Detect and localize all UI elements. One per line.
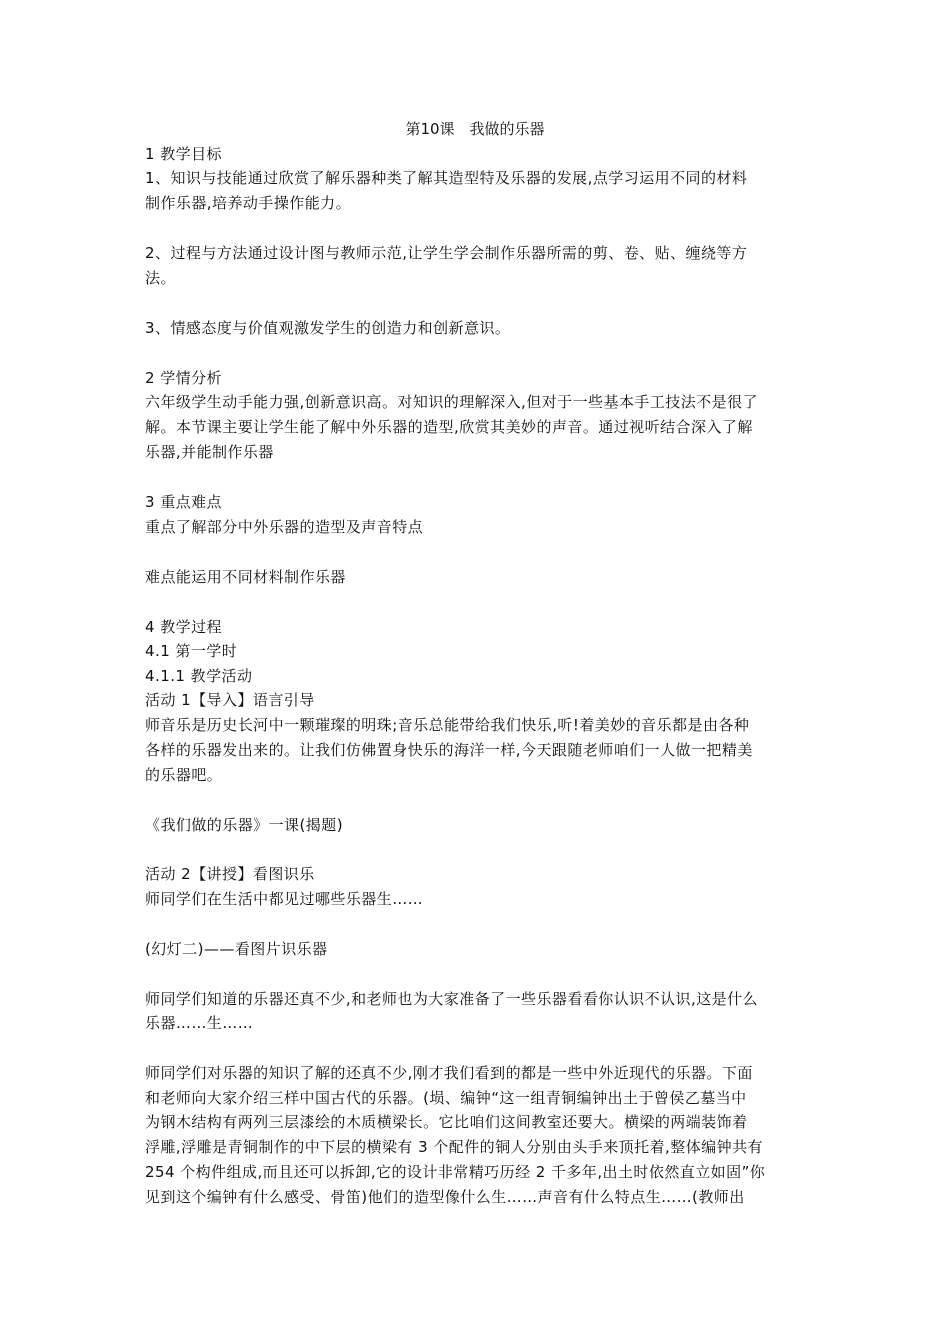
paragraph-line: 为钢木结构有两列三层漆绘的木质横梁长。它比咱们这间教室还要大。横梁的两端装饰着	[145, 1113, 748, 1131]
paragraph-line: 《我们做的乐器》一课(揭题)	[145, 816, 344, 834]
paragraph-line: 2、过程与方法通过设计图与教师示范,让学生学会制作乐器所需的剪、卷、贴、缠绕等方	[145, 244, 748, 262]
paragraph-line: 解。本节课主要让学生能了解中外乐器的造型,欣赏其美妙的声音。通过视听结合深入了解	[145, 418, 753, 436]
subsection-heading: 4.1.1 教学活动	[145, 667, 253, 685]
activity-heading: 活动 2【讲授】看图识乐	[145, 865, 315, 883]
paragraph-line: 和老师向大家介绍三样中国古代的乐器。(埙、编钟“这一组青铜编钟出土于曾侯乙墓当中	[145, 1089, 747, 1107]
paragraph-line: 重点了解部分中外乐器的造型及声音特点	[145, 518, 424, 536]
paragraph-line: 的乐器吧。	[145, 766, 223, 784]
paragraph-line: 1、知识与技能通过欣赏了解乐器种类了解其造型特及乐器的发展,点学习运用不同的材料	[145, 169, 748, 187]
paragraph-line: (幻灯二)——看图片识乐器	[145, 940, 328, 958]
paragraph-line: 师音乐是历史长河中一颗璀璨的明珠;音乐总能带给我们快乐,听!着美妙的音乐都是由各种	[145, 716, 750, 734]
paragraph-line: 254 个构件组成,而且还可以拆卸,它的设计非常精巧历经 2 千多年,出土时依然直立如固”你	[145, 1163, 766, 1181]
paragraph-line: 3、情感态度与价值观激发学生的创造力和创新意识。	[145, 319, 511, 337]
paragraph-line: 师同学们在生活中都见过哪些乐器生……	[145, 890, 424, 908]
lesson-title: 第10课 我做的乐器	[405, 120, 545, 138]
paragraph-line: 见到这个编钟有什么感受、骨笛)他们的造型像什么生……声音有什么特点生……(教师出	[145, 1188, 745, 1206]
paragraph-line: 乐器,并能制作乐器	[145, 443, 274, 461]
paragraph-line: 难点能运用不同材料制作乐器	[145, 568, 346, 586]
paragraph-line: 师同学们知道的乐器还真不少,和老师也为大家准备了一些乐器看看你认识不认识,这是什么	[145, 990, 758, 1008]
section-heading: 2 学情分析	[145, 369, 223, 387]
paragraph-line: 制作乐器,培养动手操作能力。	[145, 194, 352, 212]
paragraph-line: 师同学们对乐器的知识了解的还真不少,刚才我们看到的都是一些中外近现代的乐器。下面	[145, 1064, 753, 1082]
section-heading: 3 重点难点	[145, 493, 223, 511]
paragraph-line: 浮雕,浮雕是青铜制作的中下层的横梁有 3 个配件的铜人分别由头手来顶托着,整体编钟共有	[145, 1138, 763, 1156]
activity-heading: 活动 1【导入】语言引导	[145, 691, 315, 709]
paragraph-line: 法。	[145, 269, 176, 287]
paragraph-line: 乐器……生……	[145, 1014, 254, 1032]
paragraph-line: 各样的乐器发出来的。让我们仿佛置身快乐的海洋一样,今天跟随老师咱们一人做一把精美	[145, 741, 753, 759]
section-heading: 1 教学目标	[145, 145, 223, 163]
subsection-heading: 4.1 第一学时	[145, 642, 238, 660]
paragraph-line: 六年级学生动手能力强,创新意识高。对知识的理解深入,但对于一些基本手工技法不是很了	[145, 393, 758, 411]
section-heading: 4 教学过程	[145, 618, 223, 636]
